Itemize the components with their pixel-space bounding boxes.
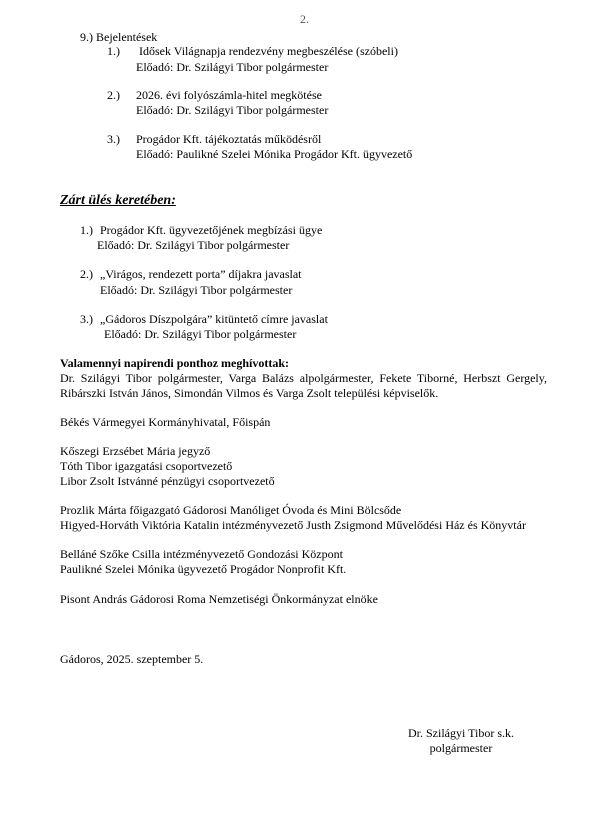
closed-item-1-presenter: Előadó: Dr. Szilágyi Tibor polgármester (97, 238, 290, 252)
invited-official-2: Tóth Tibor igazgatási csoportvezető (60, 459, 233, 473)
signature-role: polgármester (429, 741, 493, 755)
invited-institution-2: Higyed-Horváth Viktória Katalin intézményvezető Justh Zsigmond Művelődési Ház és Könyvtár (60, 518, 526, 532)
closed-item-1-num: 1.) (80, 223, 93, 237)
closed-item-2-text: „Virágos, rendezett porta” díjakra javaslat (100, 267, 302, 281)
invited-official-1: Kőszegi Erzsébet Mária jegyző (60, 444, 211, 458)
section-9-item-1-presenter: Előadó: Dr. Szilágyi Tibor polgármester (136, 60, 329, 74)
closed-item-3-num: 3.) (80, 312, 93, 326)
closed-item-1-text: Progádor Kft. ügyvezetőjének megbízási ügye (100, 223, 323, 237)
invited-representatives: Dr. Szilágyi Tibor polgármester, Varga Balázs alpolgármester, Fekete Tiborné, Herbszt Gergely, Ribárszki István János, Simondán Vilmos és Varga Zsolt települési képviselők. (60, 371, 547, 400)
section-9-item-2-presenter: Előadó: Dr. Szilágyi Tibor polgármester (136, 103, 329, 117)
place-date: Gádoros, 2025. szeptember 5. (60, 652, 204, 666)
closed-item-2-num: 2.) (80, 267, 93, 281)
section-9-item-1-text: Idősek Világnapja rendezvény megbeszélése (szóbeli) (139, 44, 398, 58)
invited-official-3: Libor Zsolt Istvánné pénzügyi csoportvezető (60, 474, 275, 488)
invited-institution-3: Belláné Szőke Csilla intézményvezető Gondozási Központ (60, 547, 343, 561)
section-9-title: 9.) Bejelentések (80, 30, 158, 44)
closed-item-2-presenter: Előadó: Dr. Szilágyi Tibor polgármester (100, 283, 293, 297)
signature-name: Dr. Szilágyi Tibor s.k. (407, 726, 515, 740)
closed-item-3-presenter: Előadó: Dr. Szilágyi Tibor polgármester (104, 327, 297, 341)
section-9-item-3-num: 3.) (107, 132, 120, 146)
closed-item-3-text: „Gádoros Díszpolgára” kitüntető címre javaslat (100, 312, 328, 326)
invited-roma-council: Pisont András Gádorosi Roma Nemzetiségi Önkormányzat elnöke (60, 592, 378, 606)
section-9-item-2-num: 2.) (107, 88, 120, 102)
page-number: 2. (300, 12, 309, 26)
invited-title: Valamennyi napirendi ponthoz meghívottak: (60, 356, 290, 370)
invited-institution-4: Paulikné Szelei Mónika ügyvezető Progádor Nonprofit Kft. (60, 562, 347, 576)
section-9-item-1-num: 1.) (107, 44, 120, 58)
section-9-item-2-text: 2026. évi folyószámla-hitel megkötése (136, 88, 322, 102)
section-9-item-3-presenter: Előadó: Paulikné Szelei Mónika Progádor Kft. ügyvezető (136, 147, 413, 161)
section-9-item-3-text: Progádor Kft. tájékoztatás működésről (136, 132, 322, 146)
invited-government-office: Békés Vármegyei Kormányhivatal, Főispán (60, 415, 271, 429)
closed-session-title: Zárt ülés keretében: (60, 193, 176, 208)
invited-institution-1: Prozlik Márta főigazgató Gádorosi Manóliget Óvoda és Mini Bölcsőde (60, 503, 402, 517)
